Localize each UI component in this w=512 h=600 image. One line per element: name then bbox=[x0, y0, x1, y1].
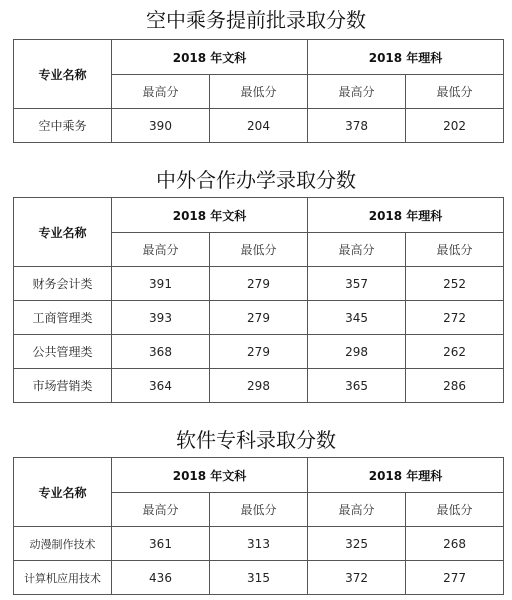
arts-2018-header: 2018 年文科 bbox=[112, 198, 308, 233]
science-2018-header: 2018 年理科 bbox=[308, 40, 504, 75]
arts-max-cell: 436 bbox=[112, 561, 210, 595]
major-name-header: 专业名称 bbox=[14, 40, 112, 109]
arts-max-cell: 393 bbox=[112, 301, 210, 335]
science-max-cell: 298 bbox=[308, 335, 406, 369]
science-max-cell: 372 bbox=[308, 561, 406, 595]
arts-max-header: 最高分 bbox=[112, 75, 210, 109]
science-max-header: 最高分 bbox=[308, 493, 406, 527]
table-row bbox=[14, 109, 504, 143]
science-2018-header: 2018 年理科 bbox=[308, 198, 504, 233]
score-table-software-college bbox=[13, 457, 504, 595]
arts-min-cell: 279 bbox=[210, 301, 308, 335]
arts-max-header: 最高分 bbox=[112, 233, 210, 267]
table-row bbox=[14, 267, 504, 301]
score-table-joint-program bbox=[13, 197, 504, 403]
arts-max-cell: 361 bbox=[112, 527, 210, 561]
table-row bbox=[14, 301, 504, 335]
science-min-cell: 202 bbox=[406, 109, 504, 143]
arts-max-cell: 391 bbox=[112, 267, 210, 301]
arts-max-cell: 364 bbox=[112, 369, 210, 403]
arts-min-header: 最低分 bbox=[210, 493, 308, 527]
arts-min-cell: 279 bbox=[210, 267, 308, 301]
arts-2018-header: 2018 年文科 bbox=[112, 458, 308, 493]
science-max-header: 最高分 bbox=[308, 233, 406, 267]
science-min-header: 最低分 bbox=[406, 233, 504, 267]
science-max-cell: 365 bbox=[308, 369, 406, 403]
science-2018-header: 2018 年理科 bbox=[308, 458, 504, 493]
arts-max-header: 最高分 bbox=[112, 493, 210, 527]
science-min-header: 最低分 bbox=[406, 493, 504, 527]
science-min-cell: 277 bbox=[406, 561, 504, 595]
arts-min-header: 最低分 bbox=[210, 75, 308, 109]
arts-max-cell: 390 bbox=[112, 109, 210, 143]
major-name-cell: 市场营销类 bbox=[14, 369, 112, 403]
section-title-flight-attendant: 空中乘务提前批录取分数 bbox=[146, 8, 366, 32]
major-name-cell: 空中乘务 bbox=[14, 109, 112, 143]
science-min-cell: 252 bbox=[406, 267, 504, 301]
science-min-cell: 262 bbox=[406, 335, 504, 369]
major-name-header: 专业名称 bbox=[14, 458, 112, 527]
major-name-cell: 公共管理类 bbox=[14, 335, 112, 369]
arts-min-cell: 315 bbox=[210, 561, 308, 595]
section-title-software-college: 软件专科录取分数 bbox=[176, 428, 336, 452]
science-max-cell: 378 bbox=[308, 109, 406, 143]
section-title-joint-program: 中外合作办学录取分数 bbox=[156, 168, 356, 192]
science-max-cell: 325 bbox=[308, 527, 406, 561]
arts-2018-header: 2018 年文科 bbox=[112, 40, 308, 75]
table-row bbox=[14, 527, 504, 561]
science-min-cell: 268 bbox=[406, 527, 504, 561]
science-max-header: 最高分 bbox=[308, 75, 406, 109]
arts-max-cell: 368 bbox=[112, 335, 210, 369]
arts-min-cell: 298 bbox=[210, 369, 308, 403]
arts-min-cell: 313 bbox=[210, 527, 308, 561]
table-row bbox=[14, 335, 504, 369]
table-row bbox=[14, 561, 504, 595]
major-name-header: 专业名称 bbox=[14, 198, 112, 267]
science-min-cell: 272 bbox=[406, 301, 504, 335]
arts-min-header: 最低分 bbox=[210, 233, 308, 267]
arts-min-cell: 204 bbox=[210, 109, 308, 143]
arts-min-cell: 279 bbox=[210, 335, 308, 369]
science-max-cell: 345 bbox=[308, 301, 406, 335]
science-min-cell: 286 bbox=[406, 369, 504, 403]
science-min-header: 最低分 bbox=[406, 75, 504, 109]
major-name-cell: 动漫制作技术 bbox=[14, 527, 112, 561]
science-max-cell: 357 bbox=[308, 267, 406, 301]
score-table-flight-attendant bbox=[13, 39, 504, 143]
major-name-cell: 财务会计类 bbox=[14, 267, 112, 301]
table-row bbox=[14, 369, 504, 403]
major-name-cell: 计算机应用技术 bbox=[14, 561, 112, 595]
major-name-cell: 工商管理类 bbox=[14, 301, 112, 335]
